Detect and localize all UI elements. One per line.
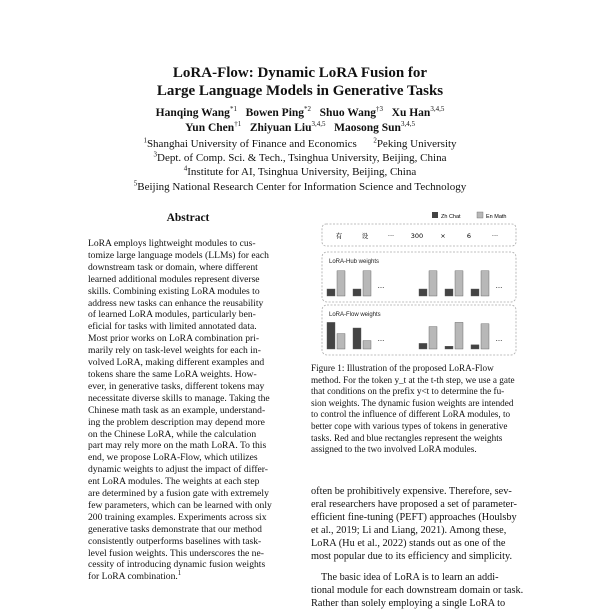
affil-mark: 2: [373, 136, 377, 145]
affiliation: Dept. of Comp. Sci. & Tech., Tsinghua University, Beijing, China: [157, 152, 447, 165]
footnote-mark: 1: [177, 569, 182, 578]
abstract-line: Chinese math task as an example, understand-: [88, 404, 266, 416]
caption-line: that conditions on the prefix y<t to determine the fu-: [311, 386, 505, 397]
abstract-line: are determined by a fusion gate with extremely: [88, 488, 269, 500]
author-name: Bowen Ping: [245, 107, 305, 119]
author-name: Xu Han: [391, 107, 431, 119]
affiliation-line-1: [0, 137, 600, 151]
affiliation: Shanghai University of Finance and Economics: [146, 138, 357, 150]
hub-bar-zh: [327, 289, 335, 296]
figure-1-diagram: [319, 210, 519, 356]
body-line: The basic idea of LoRA is to learn an addi-: [321, 572, 499, 583]
flow-weight-bars: [327, 322, 502, 349]
caption-line: to control the influence of different LoRA modules, to: [311, 409, 511, 420]
author-name: Zhiyuan Liu: [249, 122, 312, 134]
abstract-line: few parameters, which can be learned with only: [88, 499, 272, 511]
abstract-line: 200 training examples. Experiments across six: [88, 511, 267, 523]
hub-bar-en: [455, 271, 463, 296]
flow-bar-zh: [445, 346, 453, 349]
token: ···: [491, 232, 499, 240]
affiliation-line-4: [0, 180, 600, 194]
abstract-body: [88, 238, 288, 583]
author-mark: *1: [229, 105, 237, 114]
flow-bar-zh: [471, 345, 479, 349]
abstract-line: ent LoRA modules. The weights at each step: [88, 476, 260, 488]
affil-mark: 4: [183, 164, 188, 173]
body-paragraph-1: [311, 485, 521, 563]
body-line: most popular due to its efficiency and simplicity.: [311, 551, 513, 562]
author-name: Maosong Sun: [334, 122, 401, 134]
author-mark: 3,4,5: [400, 120, 415, 129]
flow-bar-en: [363, 341, 371, 349]
body-line: eral researchers have proposed a set of parameter-: [311, 499, 517, 510]
affiliation-line-2: [0, 151, 600, 165]
flow-bar-zh: [327, 322, 335, 349]
flow-bar-en: [429, 327, 437, 349]
caption-line: better cope with various types of tokens in generative: [311, 420, 508, 431]
abstract-line: Most prior works on LoRA combination pri-: [88, 333, 260, 345]
caption-line: method. For the token y_t at the t-th step, we use a gate: [311, 374, 515, 385]
abstract-line: cessity of introducing dynamic fusion weights: [88, 559, 266, 571]
abstract-line: ing the problem description may depend more: [88, 416, 265, 428]
abstract-line: necessitate diverse skills to manage. Taking the: [88, 392, 270, 404]
legend-zh-label: Zh Chat: [441, 214, 461, 220]
flow-bar-en: [481, 324, 489, 349]
affil-mark: 1: [143, 136, 147, 145]
flow-weights-label: LoRA-Flow weights: [329, 312, 381, 318]
body-line: LoRA (Hu et al., 2022) stands out as one of the: [311, 538, 506, 549]
affiliation: Beijing National Research Center for Information Science and Technology: [137, 180, 467, 193]
author-name: Hanqing Wang: [155, 107, 230, 119]
title-line-1: LoRA-Flow: Dynamic LoRA Fusion for: [172, 65, 428, 81]
abstract-line: skills. Combining existing LoRA modules to: [88, 285, 260, 297]
abstract-line: part may rely more on the math LoRA. To this: [88, 440, 267, 452]
abstract-line: eficial for tasks with limited annotated data.: [88, 321, 257, 333]
ellipsis: ···: [495, 337, 503, 345]
authors-line-2: [0, 121, 600, 136]
abstract-line: on the Chinese LoRA, while the calculation: [88, 428, 257, 440]
author-mark: 3,4,5: [430, 105, 445, 114]
abstract-line: dynamic weights to adjust the impact of differ-: [88, 464, 268, 476]
abstract-line: LoRA employs lightweight modules to cus-: [88, 238, 256, 249]
abstract-heading: Abstract: [166, 212, 210, 224]
body-line: et al., 2019; Li and Liang, 2021). Among these,: [311, 525, 507, 536]
ellipsis: ···: [495, 284, 503, 292]
flow-bar-en: [455, 322, 463, 349]
paper-title: [0, 64, 600, 100]
abstract-line: address new tasks can enhance the reusability: [88, 297, 264, 309]
affil-mark: 5: [133, 178, 138, 187]
hub-weight-bars: [327, 271, 502, 296]
token-row: [336, 231, 498, 240]
hub-weights-label: LoRA-Hub weights: [329, 259, 380, 265]
title-line-2: Large Language Models in Generative Tasks: [156, 83, 444, 99]
caption-line: Figure 1: Illustration of the proposed LoRA-Flow: [311, 363, 494, 373]
abstract-line: generative tasks demonstrate that our method: [88, 523, 262, 535]
token: 有: [335, 232, 343, 240]
abstract-line: level fusion weights. This underscores the ne-: [88, 547, 264, 559]
affiliations: [0, 137, 600, 194]
affiliation-line-3: [0, 165, 600, 179]
author-list: [0, 106, 600, 136]
author-mark: *2: [304, 105, 312, 114]
caption-line: assigned to the two involved LoRA modules.: [311, 444, 477, 455]
figure-1-caption: [311, 363, 521, 456]
legend-en-label: En Math: [486, 214, 507, 220]
ellipsis: ···: [377, 337, 385, 345]
ellipsis: ···: [377, 284, 385, 292]
affiliation: Institute for AI, Tsinghua University, Beijing, China: [187, 166, 417, 179]
token: 6: [466, 232, 472, 240]
token: ···: [387, 232, 395, 240]
hub-bar-zh: [471, 289, 479, 296]
abstract-line: learned additional modules represent diverse: [88, 273, 260, 285]
author-name: Shuo Wang: [319, 107, 377, 119]
flow-bar-zh: [353, 328, 361, 349]
abstract-line: tokens share the same LoRA weights. How-: [88, 368, 257, 380]
token: 设: [361, 232, 369, 240]
affil-mark: 3: [153, 150, 158, 159]
token: 300: [410, 232, 424, 240]
abstract-line: consistently outperforms baselines with task-: [88, 535, 262, 547]
hub-bar-zh: [419, 289, 427, 296]
body-paragraph-2: [311, 571, 524, 610]
author-mark: †1: [234, 120, 242, 129]
hub-bar-zh: [445, 289, 453, 296]
abstract-line: marily rely on task-level weights for each in-: [88, 345, 261, 357]
body-text: [311, 485, 524, 610]
legend-en-swatch: [477, 212, 483, 218]
caption-line: tasks. Red and blue rectangles represent the weights: [311, 432, 503, 443]
body-line: tional module for each downstream domain or task.: [311, 585, 524, 596]
affiliation: Peking University: [376, 138, 457, 150]
body-line: efficient fine-tuning (PEFT) approaches (Houlsby: [311, 512, 517, 523]
hub-bar-zh: [353, 289, 361, 296]
flow-bar-zh: [419, 343, 427, 349]
authors-line-1: [0, 106, 600, 121]
abstract-line: ever, in generative tasks, different tokens may: [88, 380, 265, 392]
abstract-line: downstream task or domain, where different: [88, 261, 258, 273]
legend-zh-swatch: [432, 212, 438, 218]
abstract-line: volved LoRA, making different examples and: [88, 357, 265, 369]
flow-bar-en: [337, 334, 345, 349]
abstract-line: tomize large language models (LLMs) for each: [88, 249, 269, 261]
abstract-line: end, we propose LoRA-Flow, which utilizes: [88, 452, 258, 464]
token: ×: [440, 232, 446, 240]
body-line: Rather than solely employing a single LoRA to: [311, 598, 506, 609]
author-mark: 3,4,5: [311, 120, 326, 129]
author-mark: †3: [376, 105, 384, 114]
hub-bar-en: [337, 271, 345, 296]
author-name: Yun Chen: [185, 122, 235, 134]
hub-bar-en: [481, 271, 489, 296]
abstract-line: of learned LoRA modules, particularly ben-: [88, 309, 256, 321]
abstract-line: for LoRA combination.: [88, 571, 178, 583]
caption-line: sion weights. The dynamic fusion weights are intended: [311, 397, 514, 408]
hub-bar-en: [429, 271, 437, 296]
hub-bar-en: [363, 271, 371, 296]
body-line: often be prohibitively expensive. Therefore, sev-: [311, 486, 512, 497]
